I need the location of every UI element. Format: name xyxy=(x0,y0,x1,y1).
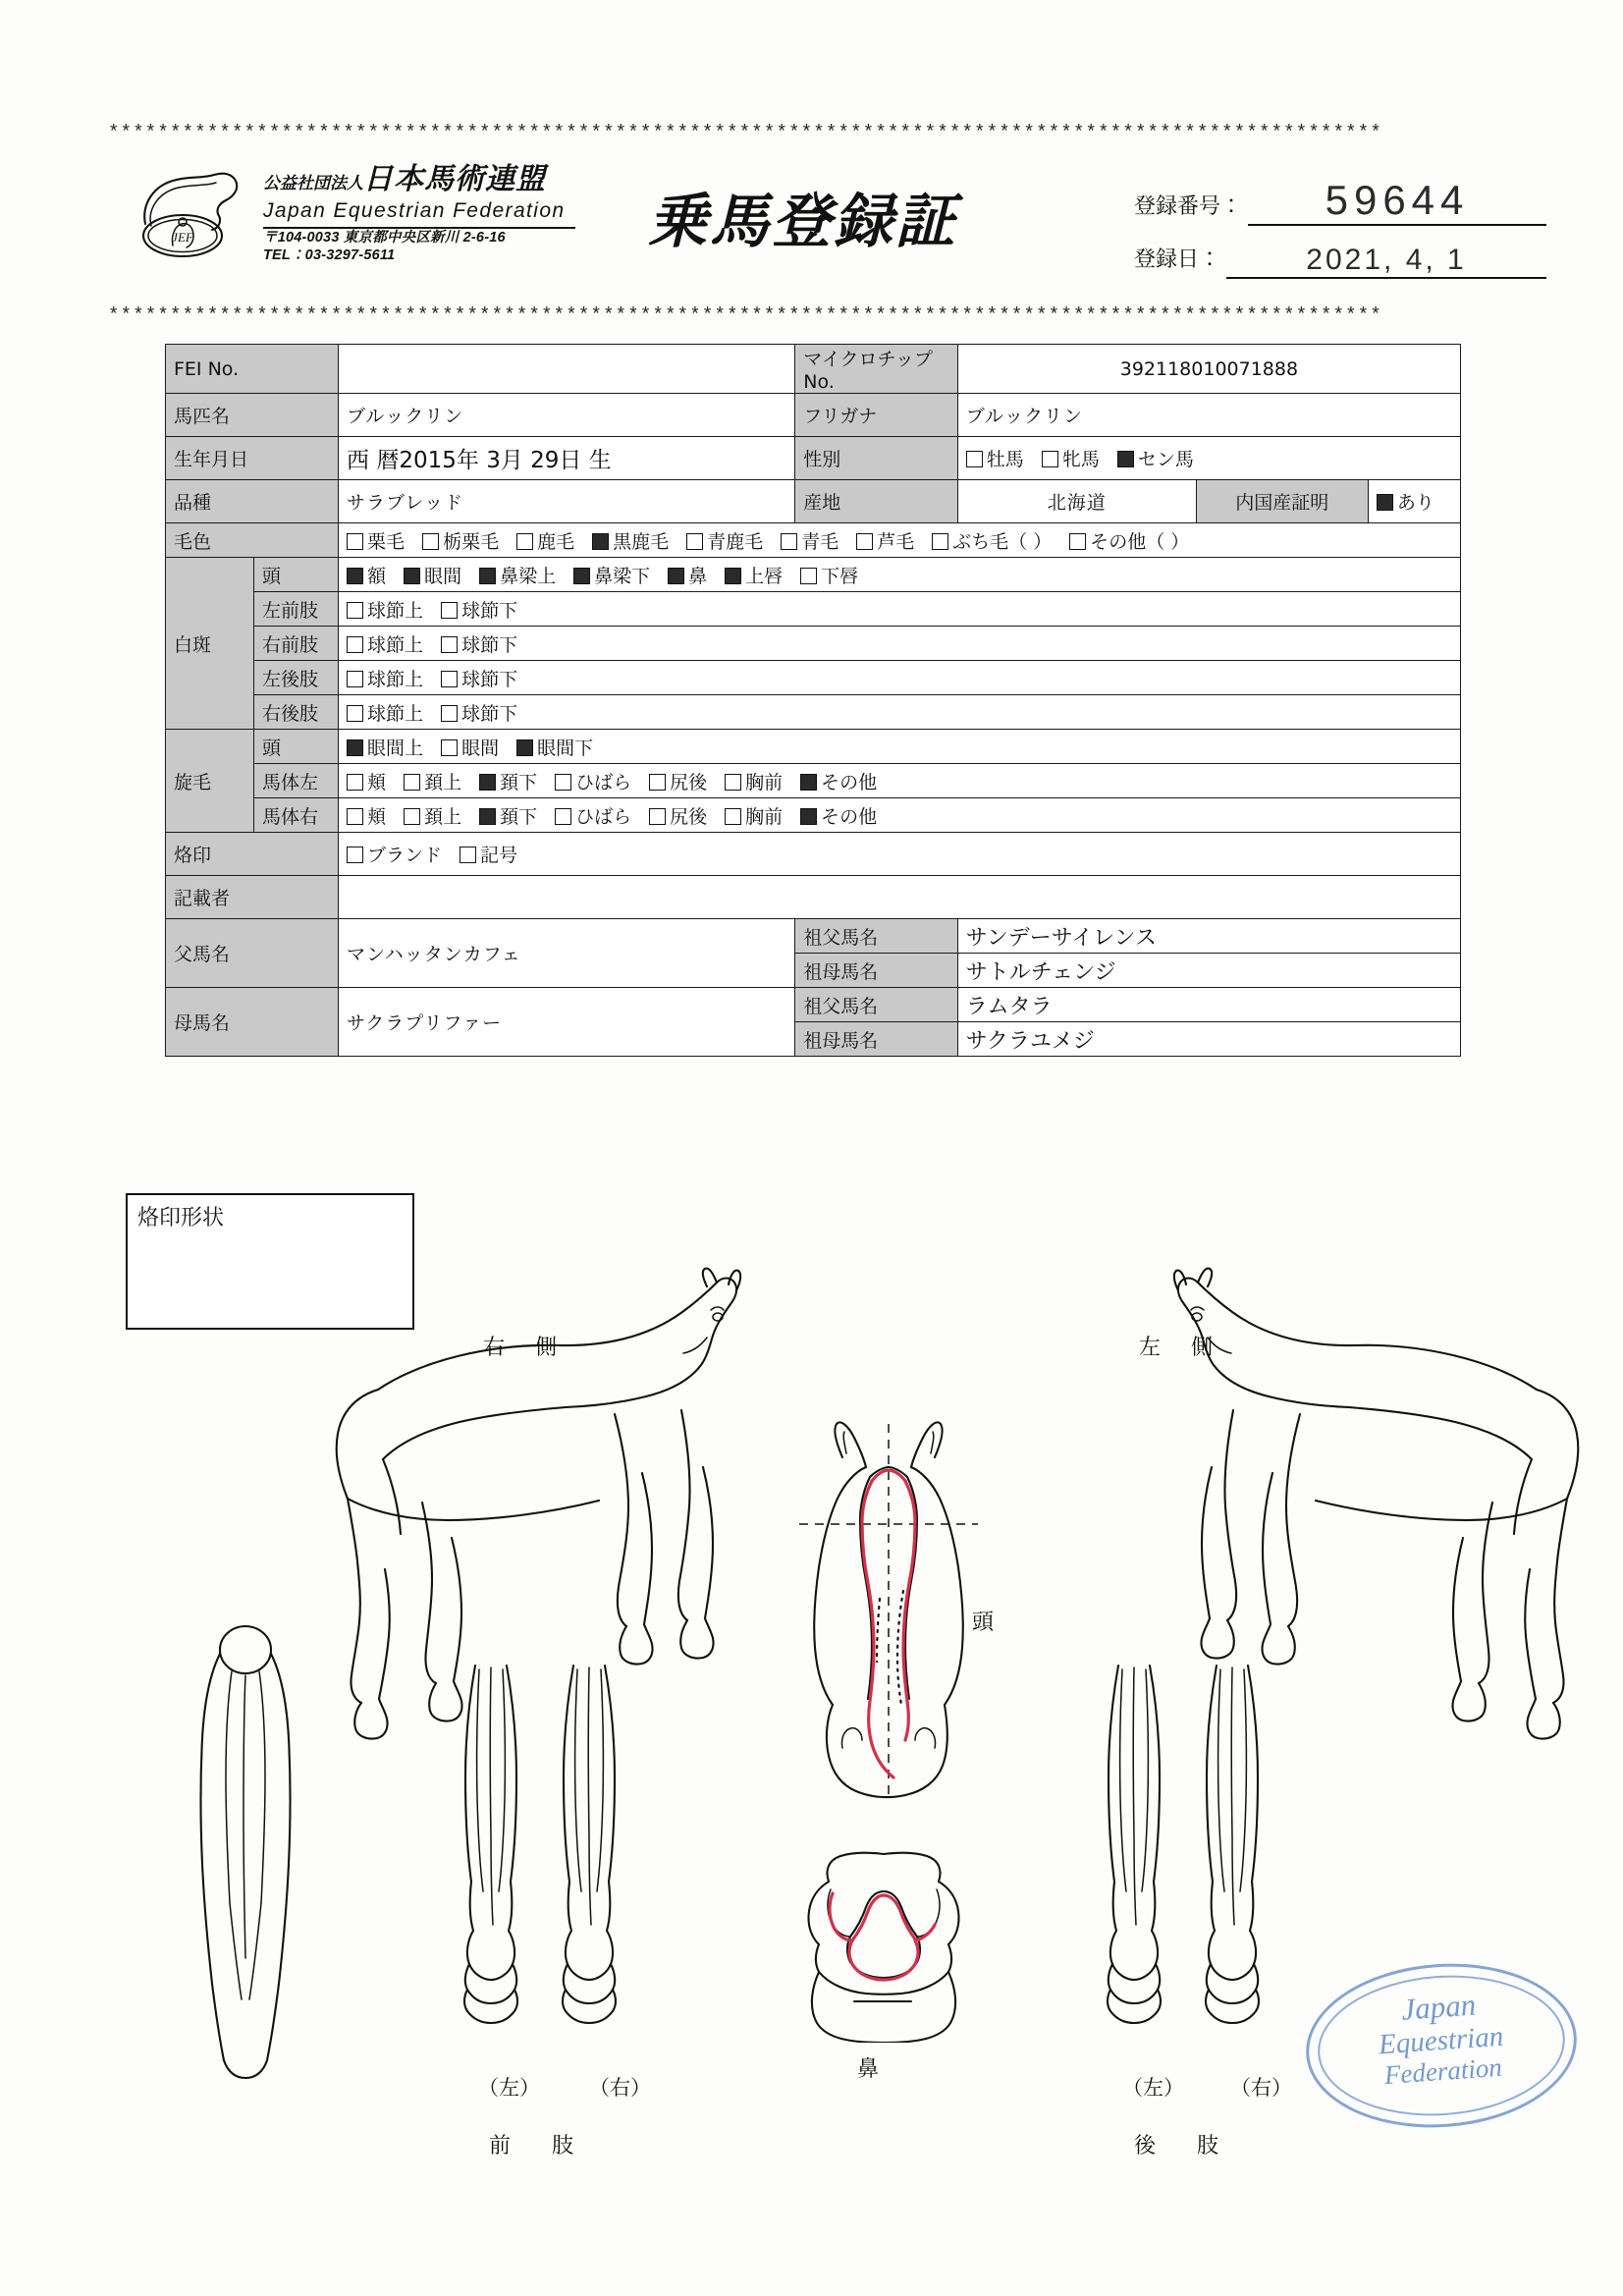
origin-label: 産地 xyxy=(795,480,958,523)
white-limb-label: 左前肢 xyxy=(253,592,338,627)
checkbox-checked-icon[interactable] xyxy=(479,568,496,584)
table-row-coat-color xyxy=(166,523,1461,558)
checkbox-option[interactable] xyxy=(441,734,499,760)
horse-head-front-diagram xyxy=(785,1414,995,1807)
checkbox-empty-icon[interactable] xyxy=(441,705,458,722)
checkbox-empty-icon[interactable] xyxy=(856,533,873,550)
checkbox-option[interactable] xyxy=(800,562,858,588)
sire-grandsire-label: 祖父馬名 xyxy=(795,919,958,954)
checkbox-option[interactable] xyxy=(347,841,442,867)
table-row-birth xyxy=(166,437,1461,480)
sex-label: 性別 xyxy=(795,437,958,480)
horse-muzzle-diagram xyxy=(785,1846,982,2043)
checkbox-label: 胸前 xyxy=(745,805,784,828)
checkbox-option[interactable] xyxy=(347,630,423,657)
checkbox-option[interactable] xyxy=(347,562,386,588)
white-limb-options xyxy=(339,627,1461,661)
checkbox-checked-icon[interactable] xyxy=(592,533,609,550)
registration-number-row xyxy=(1134,173,1546,226)
checkbox-option[interactable] xyxy=(856,527,914,554)
hind-left-label: （左） xyxy=(1122,2076,1184,2100)
domestic-certificate-option xyxy=(1368,480,1460,523)
checkbox-label: その他（ ） xyxy=(1090,530,1190,553)
checkbox-option[interactable] xyxy=(479,768,537,794)
checkbox-option[interactable] xyxy=(555,768,631,794)
checkbox-label: 頬 xyxy=(367,805,387,828)
checkbox-option[interactable] xyxy=(347,734,423,760)
jef-horse-logo-icon xyxy=(137,165,255,258)
checkbox-option[interactable] xyxy=(725,768,783,794)
checkbox-option[interactable] xyxy=(479,802,537,829)
checkbox-option[interactable] xyxy=(516,527,574,554)
dam-grandsire-label: 祖父馬名 xyxy=(795,988,958,1022)
white-head-options xyxy=(339,558,1461,592)
checkbox-label: 牝馬 xyxy=(1061,449,1100,470)
registration-date-field xyxy=(1226,244,1546,279)
breed-label: 品種 xyxy=(166,480,339,523)
checkbox-option[interactable] xyxy=(404,802,461,829)
checkbox-option[interactable] xyxy=(1117,445,1194,471)
checkbox-label: 青毛 xyxy=(801,530,839,553)
checkbox-empty-icon[interactable] xyxy=(441,739,458,756)
sire-value: マンハッタンカフェ xyxy=(339,919,795,988)
checkbox-option[interactable] xyxy=(966,445,1024,471)
registration-date-label: 登録日： xyxy=(1134,247,1221,272)
checkbox-option[interactable] xyxy=(404,562,461,588)
brand-shape-label: 烙印形状 xyxy=(137,1206,225,1230)
whorl-label: 旋毛 xyxy=(166,730,254,833)
registration-number-field xyxy=(1248,177,1546,226)
decorative-star-line-top: ******************************************************************************************************* xyxy=(108,122,1382,143)
writer-value xyxy=(339,876,1461,919)
stamp-line-1: Japan xyxy=(1400,1987,1478,2027)
checkbox-empty-icon[interactable] xyxy=(781,533,797,550)
whorl-body-label: 馬体左 xyxy=(253,764,338,798)
table-row-whorl-body xyxy=(166,764,1461,798)
checkbox-label: 球節下 xyxy=(461,668,518,690)
checkbox-label: 鼻 xyxy=(688,565,708,587)
checkbox-checked-icon[interactable] xyxy=(479,774,496,791)
checkbox-option[interactable] xyxy=(347,802,386,829)
checkbox-empty-icon[interactable] xyxy=(460,847,476,863)
checkbox-label: その他 xyxy=(821,771,878,793)
whorl-head-options xyxy=(339,730,1461,764)
checkbox-option[interactable] xyxy=(725,562,783,588)
white-limb-label: 右前肢 xyxy=(253,627,338,661)
checkbox-option[interactable] xyxy=(800,802,877,829)
checkbox-empty-icon[interactable] xyxy=(347,602,363,619)
checkbox-empty-icon[interactable] xyxy=(441,671,458,687)
checkbox-empty-icon[interactable] xyxy=(347,705,363,722)
nose-diagram-label: 鼻 xyxy=(857,2057,880,2082)
table-row-white-limb xyxy=(166,592,1461,627)
checkbox-empty-icon[interactable] xyxy=(347,533,363,550)
checkbox-option[interactable] xyxy=(932,527,1052,554)
white-markings-label: 白斑 xyxy=(166,558,254,730)
checkbox-option[interactable] xyxy=(422,527,499,554)
stamp-text xyxy=(1305,1982,1576,2096)
checkbox-label: 頬 xyxy=(367,771,387,793)
organization-prefix: 公益社団法人 xyxy=(263,174,363,193)
microchip-label: マイクロチップNo. xyxy=(795,345,958,394)
white-limb-options xyxy=(339,592,1461,627)
whorl-body-options xyxy=(339,798,1461,833)
checkbox-option[interactable] xyxy=(725,802,783,829)
checkbox-option[interactable] xyxy=(800,768,877,794)
furigana-label: フリガナ xyxy=(795,394,958,437)
checkbox-label: 球節下 xyxy=(461,599,518,622)
checkbox-label: 芦毛 xyxy=(877,530,915,553)
svg-text:JEF: JEF xyxy=(172,230,193,245)
checkbox-label: 眼間上 xyxy=(367,737,424,759)
dam-label: 母馬名 xyxy=(166,988,339,1057)
horse-tail-rear-diagram xyxy=(167,1620,324,2082)
checkbox-empty-icon[interactable] xyxy=(347,774,363,791)
writer-label: 記載者 xyxy=(166,876,339,919)
organization-telephone: TEL：03-3297-5611 xyxy=(263,247,396,264)
checkbox-option[interactable] xyxy=(460,841,517,867)
checkbox-empty-icon[interactable] xyxy=(649,808,666,825)
organization-name-english: Japan Equestrian Federation xyxy=(263,199,566,222)
jef-official-stamp xyxy=(1301,1955,1583,2137)
table-row-writer xyxy=(166,876,1461,919)
organization-address: 〒104-0033 東京都中央区新川 2-6-16 xyxy=(263,230,506,246)
checkbox-option[interactable] xyxy=(573,562,650,588)
white-limb-label: 右後肢 xyxy=(253,695,338,730)
domestic-certificate-label: 内国産証明 xyxy=(1196,480,1368,523)
checkbox-label: 鼻梁下 xyxy=(594,565,651,587)
table-row-white-limb xyxy=(166,695,1461,730)
checkbox-checked-icon[interactable] xyxy=(800,808,817,825)
checkbox-label: あり xyxy=(1396,492,1434,514)
white-limb-options xyxy=(339,695,1461,730)
table-row-white-head xyxy=(166,558,1461,592)
checkbox-label: セン馬 xyxy=(1137,449,1194,470)
checkbox-label: 頚上 xyxy=(424,771,462,793)
checkbox-option[interactable] xyxy=(347,527,405,554)
checkbox-checked-icon[interactable] xyxy=(668,568,684,584)
checkbox-label: 牡馬 xyxy=(986,449,1024,470)
checkbox-label: 尻後 xyxy=(670,771,708,793)
checkbox-option[interactable] xyxy=(441,630,517,657)
checkbox-option[interactable] xyxy=(479,562,556,588)
front-right-label: （右） xyxy=(589,2076,651,2100)
brand-options xyxy=(339,833,1461,876)
checkbox-option[interactable] xyxy=(1069,527,1189,554)
checkbox-option[interactable] xyxy=(649,802,707,829)
registration-date-value: 2021, 4, 1 xyxy=(1306,244,1467,276)
checkbox-empty-icon[interactable] xyxy=(347,847,363,863)
checkbox-empty-icon[interactable] xyxy=(686,533,703,550)
checkbox-option[interactable] xyxy=(441,665,517,691)
checkbox-label: 尻後 xyxy=(670,805,708,828)
checkbox-checked-icon[interactable] xyxy=(347,739,363,756)
checkbox-label: 栗毛 xyxy=(367,530,406,553)
document-title: 乗馬登録証 xyxy=(648,188,957,256)
checkbox-label: ひばら xyxy=(575,805,632,828)
horse-details-table xyxy=(165,344,1461,1057)
furigana-value: ブルックリン xyxy=(957,394,1460,437)
checkbox-label: 球節上 xyxy=(367,702,424,725)
dam-value: サクラプリファー xyxy=(339,988,795,1057)
checkbox-label: 頚下 xyxy=(500,771,538,793)
checkbox-empty-icon[interactable] xyxy=(649,774,666,791)
table-row-whorl-body xyxy=(166,798,1461,833)
checkbox-empty-icon[interactable] xyxy=(1042,451,1058,467)
checkbox-label: ぶち毛（ ） xyxy=(952,530,1053,553)
checkbox-empty-icon[interactable] xyxy=(404,808,420,825)
checkbox-label: 球節下 xyxy=(461,633,518,656)
checkbox-label: 球節下 xyxy=(461,702,518,725)
checkbox-empty-icon[interactable] xyxy=(932,533,948,550)
checkbox-option[interactable] xyxy=(441,699,517,726)
checkbox-option[interactable] xyxy=(555,802,631,829)
checkbox-option[interactable] xyxy=(404,768,461,794)
checkbox-option[interactable] xyxy=(347,596,423,623)
horse-name-label: 馬匹名 xyxy=(166,394,339,437)
checkbox-checked-icon[interactable] xyxy=(479,808,496,825)
checkbox-empty-icon[interactable] xyxy=(441,636,458,653)
hind-limbs-diagram xyxy=(1085,1660,1281,2052)
checkbox-checked-icon[interactable] xyxy=(1117,451,1134,467)
checkbox-empty-icon[interactable] xyxy=(347,636,363,653)
checkbox-label: 額 xyxy=(367,565,387,587)
table-row-brand xyxy=(166,833,1461,876)
hind-limb-label: 後 肢 xyxy=(1134,2134,1229,2159)
checkbox-label: 上唇 xyxy=(745,565,784,587)
checkbox-label: 青鹿毛 xyxy=(707,530,764,553)
front-limbs-diagram xyxy=(442,1660,638,2052)
checkbox-label: 記号 xyxy=(480,845,518,866)
checkbox-option[interactable] xyxy=(1042,445,1100,471)
checkbox-label: 球節上 xyxy=(367,599,424,622)
stamp-line-2: Equestrian xyxy=(1378,2020,1505,2061)
brand-label: 烙印 xyxy=(166,833,339,876)
checkbox-option[interactable] xyxy=(347,665,423,691)
checkbox-empty-icon[interactable] xyxy=(725,808,741,825)
birth-date-label: 生年月日 xyxy=(166,437,339,480)
whorl-body-label: 馬体右 xyxy=(253,798,338,833)
registration-date-row xyxy=(1134,226,1546,279)
dam-granddam-value: サクラユメジ xyxy=(957,1022,1460,1057)
origin-value: 北海道 xyxy=(957,480,1196,523)
checkbox-option[interactable] xyxy=(668,562,707,588)
checkbox-label: ブランド xyxy=(367,845,443,866)
checkbox-label: 下唇 xyxy=(821,565,859,587)
dam-grandsire-value: ラムタラ xyxy=(957,988,1460,1022)
white-limb-options xyxy=(339,661,1461,695)
right-side-label: 右 側 xyxy=(483,1336,568,1360)
sex-options xyxy=(957,437,1460,480)
table-row-name xyxy=(166,394,1461,437)
checkbox-empty-icon[interactable] xyxy=(800,568,817,584)
checkbox-option[interactable] xyxy=(592,527,669,554)
table-row-fei xyxy=(166,345,1461,394)
checkbox-checked-icon[interactable] xyxy=(516,739,533,756)
checkbox-empty-icon[interactable] xyxy=(725,774,741,791)
table-row-white-limb xyxy=(166,627,1461,661)
front-left-label: （左） xyxy=(478,2076,540,2100)
white-head-label: 頭 xyxy=(253,558,338,592)
checkbox-label: 黒鹿毛 xyxy=(613,530,670,553)
checkbox-checked-icon[interactable] xyxy=(800,774,817,791)
checkbox-empty-icon[interactable] xyxy=(555,774,571,791)
checkbox-empty-icon[interactable] xyxy=(422,533,439,550)
checkbox-label: 鼻梁上 xyxy=(500,565,557,587)
stamp-line-3: Federation xyxy=(1382,2051,1503,2091)
front-limb-label: 前 肢 xyxy=(489,2134,584,2159)
whorl-head-label: 頭 xyxy=(253,730,338,764)
whorl-body-options xyxy=(339,764,1461,798)
decorative-star-line-bottom: ******************************************************************************************************* xyxy=(108,304,1382,326)
checkbox-option[interactable] xyxy=(347,699,423,726)
checkbox-label: 鹿毛 xyxy=(537,530,575,553)
checkbox-option[interactable] xyxy=(686,527,763,554)
horse-name-value: ブルックリン xyxy=(339,394,795,437)
table-row-sire xyxy=(166,919,1461,954)
organization-block xyxy=(263,162,607,264)
checkbox-checked-icon[interactable] xyxy=(573,568,590,584)
checkbox-empty-icon[interactable] xyxy=(347,808,363,825)
coat-color-options xyxy=(339,523,1461,558)
registration-info-block xyxy=(1134,173,1546,279)
checkbox-empty-icon[interactable] xyxy=(441,602,458,619)
coat-color-label: 毛色 xyxy=(166,523,339,558)
checkbox-label: その他 xyxy=(821,805,878,828)
head-diagram-label: 頭 xyxy=(972,1611,995,1635)
sire-granddam-value: サトルチェンジ xyxy=(957,954,1460,988)
checkbox-label: 眼間 xyxy=(424,565,462,587)
microchip-value: 392118010071888 xyxy=(957,345,1460,394)
checkbox-label: 栃栗毛 xyxy=(443,530,500,553)
checkbox-label: 眼間下 xyxy=(537,737,594,759)
checkbox-checked-icon[interactable] xyxy=(347,568,363,584)
organization-name-japanese xyxy=(263,162,607,196)
breed-value: サラブレッド xyxy=(339,480,795,523)
checkbox-empty-icon[interactable] xyxy=(347,671,363,687)
checkbox-label: 眼間 xyxy=(461,737,500,759)
hind-right-label: （右） xyxy=(1230,2076,1292,2100)
checkbox-option[interactable] xyxy=(516,734,593,760)
checkbox-empty-icon[interactable] xyxy=(404,774,420,791)
checkbox-label: 頚上 xyxy=(424,805,462,828)
checkbox-empty-icon[interactable] xyxy=(966,451,983,467)
checkbox-label: 頚下 xyxy=(500,805,538,828)
checkbox-label: 球節上 xyxy=(367,633,424,656)
checkbox-label: ひばら xyxy=(575,771,632,793)
checkbox-label: 胸前 xyxy=(745,771,784,793)
checkbox-option[interactable] xyxy=(1377,488,1434,515)
checkbox-empty-icon[interactable] xyxy=(1069,533,1086,550)
checkbox-option[interactable] xyxy=(347,768,386,794)
table-row-dam xyxy=(166,988,1461,1022)
checkbox-option[interactable] xyxy=(781,527,839,554)
checkbox-option[interactable] xyxy=(441,596,517,623)
checkbox-label: 球節上 xyxy=(367,668,424,690)
checkbox-empty-icon[interactable] xyxy=(516,533,533,550)
registration-number-label: 登録番号： xyxy=(1134,194,1243,219)
birth-date-value: 西 暦2015年 3月 29日 生 xyxy=(339,437,795,480)
organization-name-main: 日本馬術連盟 xyxy=(363,162,546,196)
fei-no-label: FEI No. xyxy=(166,345,339,394)
table-row-white-limb xyxy=(166,661,1461,695)
table-row-breed xyxy=(166,480,1461,523)
checkbox-checked-icon[interactable] xyxy=(725,568,741,584)
white-limb-label: 左後肢 xyxy=(253,661,338,695)
checkbox-checked-icon[interactable] xyxy=(1377,494,1393,511)
registration-number-value: 59644 xyxy=(1325,177,1470,223)
left-side-label: 左 側 xyxy=(1139,1336,1224,1360)
table-row-whorl-head xyxy=(166,730,1461,764)
sire-granddam-label: 祖母馬名 xyxy=(795,954,958,988)
checkbox-empty-icon[interactable] xyxy=(555,808,571,825)
sire-grandsire-value: サンデーサイレンス xyxy=(957,919,1460,954)
dam-granddam-label: 祖母馬名 xyxy=(795,1022,958,1057)
checkbox-option[interactable] xyxy=(649,768,707,794)
checkbox-checked-icon[interactable] xyxy=(404,568,420,584)
sire-label: 父馬名 xyxy=(166,919,339,988)
fei-no-value xyxy=(339,345,795,394)
